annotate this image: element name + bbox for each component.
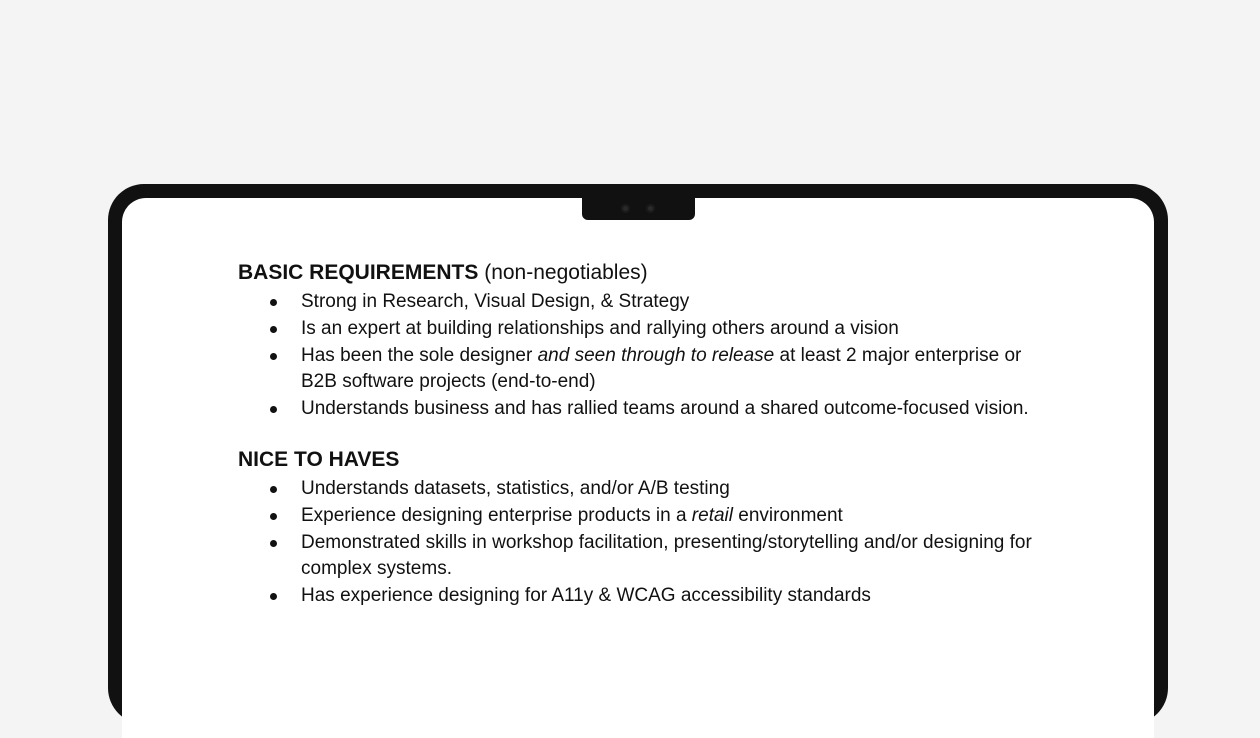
bullet-icon [270, 540, 277, 547]
list-item-emphasis: retail [691, 505, 733, 526]
laptop-frame [108, 184, 1168, 724]
bullet-icon [270, 299, 277, 306]
basic-requirements-subtitle: (non-negotiables) [484, 261, 648, 284]
bullet-icon [270, 406, 277, 413]
list-item-emphasis: and seen through to release [537, 345, 775, 366]
list-item [238, 289, 1058, 315]
list-item-text: Understands datasets, statistics, and/or A/B testing [301, 478, 730, 499]
requirements-document [238, 258, 1058, 610]
sensor-icon [646, 204, 655, 213]
laptop-screen [122, 198, 1154, 738]
list-item-text: Is an expert at building relationships and rallying others around a vision [301, 318, 899, 339]
bullet-icon [270, 513, 277, 520]
list-item-text: Has experience designing for A11y & WCAG accessibility standards [301, 585, 871, 606]
list-item [238, 530, 1058, 582]
list-item [238, 583, 1058, 609]
camera-icon [621, 204, 630, 213]
basic-requirements-title: BASIC REQUIREMENTS [238, 261, 479, 284]
list-item-text-end: environment [732, 505, 843, 526]
list-item-text-end: at least 2 major enterprise or B2B software projects (end-to-end) [301, 345, 1022, 392]
section-gap [238, 423, 1058, 445]
list-item [238, 396, 1058, 422]
list-item-text: Demonstrated skills in workshop facilitation, presenting/storytelling and/or designing for complex systems. [301, 532, 1032, 579]
list-item-text: Has been the sole designer [301, 345, 538, 366]
basic-requirements-heading [238, 258, 1058, 288]
bullet-icon [270, 593, 277, 600]
list-item [238, 503, 1058, 529]
nice-to-haves-list [238, 476, 1058, 609]
camera-notch [582, 198, 695, 220]
list-item-text: Strong in Research, Visual Design, & Strategy [301, 291, 690, 312]
nice-to-haves-title: NICE TO HAVES [238, 448, 400, 471]
list-item-text: Experience designing enterprise products in a [301, 505, 692, 526]
bullet-icon [270, 486, 277, 493]
list-item [238, 343, 1058, 395]
list-item [238, 316, 1058, 342]
list-item [238, 476, 1058, 502]
basic-requirements-list [238, 289, 1058, 422]
bullet-icon [270, 353, 277, 360]
nice-to-haves-heading [238, 445, 1058, 475]
bullet-icon [270, 326, 277, 333]
list-item-text: Understands business and has rallied teams around a shared outcome-focused vision. [301, 398, 1029, 419]
